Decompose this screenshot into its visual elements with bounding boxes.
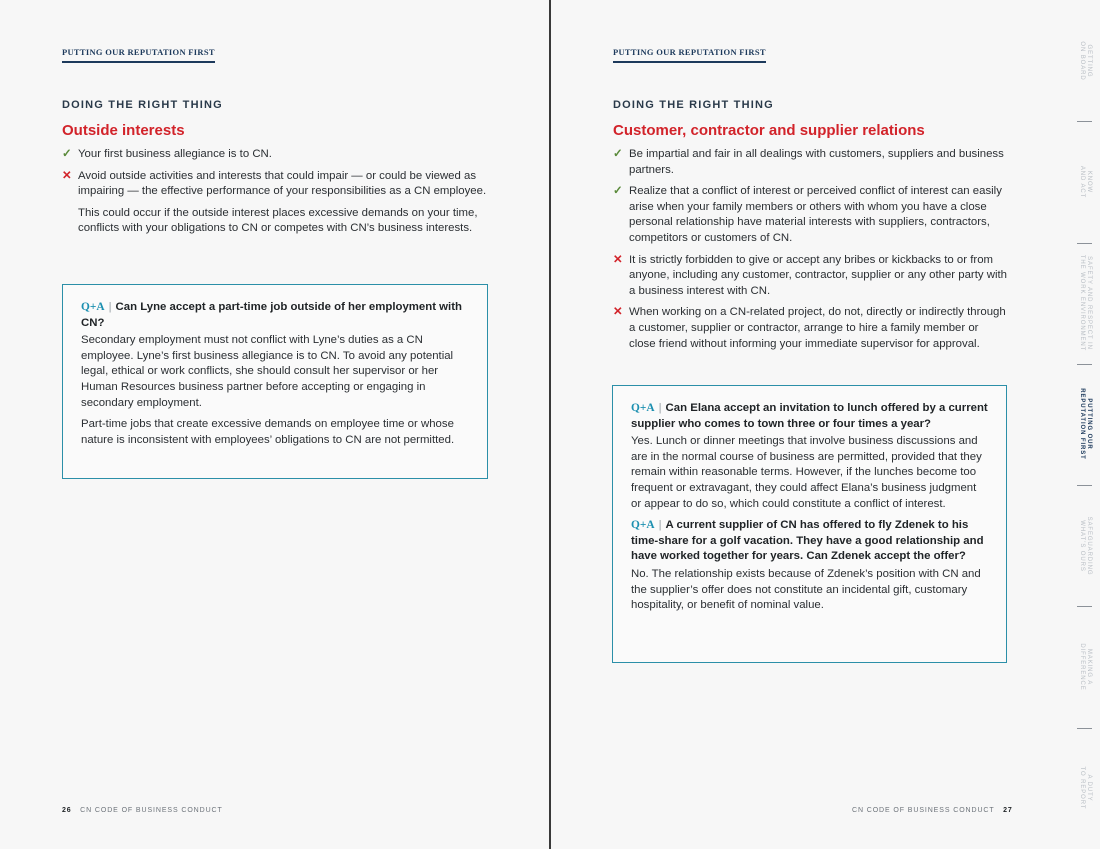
- page-footer: [62, 807, 223, 814]
- item-text: Avoid outside activities and interests that could impair — or could be viewed as impairing — the effective performance of your responsibilities as a CN employee.: [78, 169, 487, 198]
- list-item: [62, 169, 492, 237]
- section-heading: Customer, contractor and supplier relations: [613, 122, 925, 139]
- page-number: 27: [1003, 807, 1013, 814]
- list-item: [613, 305, 1008, 352]
- cross-icon: ✕: [62, 169, 72, 182]
- qa-answer: Part-time jobs that create excessive demands on employee time or whose nature is inconsistent with employees’ obligations to CN are not permitted.: [81, 418, 455, 446]
- qa-question: [631, 518, 988, 565]
- item-text: Your first business allegiance is to CN.: [78, 148, 272, 160]
- section-heading: Outside interests: [62, 122, 185, 139]
- item-text: Be impartial and fair in all dealings with customers, suppliers and business partners.: [629, 148, 1004, 176]
- running-head: PUTTING OUR REPUTATION FIRST: [613, 47, 766, 63]
- chapter-tab-label: SAFETY AND RESPECT IN THE WORK ENVIRONMENT: [1078, 255, 1092, 352]
- chapter-tab[interactable]: [1069, 121, 1100, 242]
- chapter-tab[interactable]: [1069, 243, 1100, 364]
- qa-box: [612, 385, 1007, 663]
- section-label: DOING THE RIGHT THING: [62, 99, 223, 111]
- chapter-tab[interactable]: [1069, 606, 1100, 727]
- chapter-tab-label: SAFEGUARDING WHAT’S OURS: [1078, 516, 1092, 576]
- chapter-tab-label: PUTTING OUR REPUTATION FIRST: [1078, 388, 1092, 461]
- qa-tag: Q+A: [631, 402, 655, 414]
- guideline-list: [613, 147, 1008, 358]
- qa-box: [62, 284, 488, 479]
- qa-answer: Secondary employment must not conflict with Lyne’s duties as a CN employee. Lyne’s first business allegiance is to CN. To avoid any potential legal, ethical or work conflicts, she should consult her supervisor or her Human Resources business partner before accepting or engaging in secondary employment.: [81, 334, 454, 409]
- chapter-tab[interactable]: [1069, 728, 1100, 849]
- question-text: A current supplier of CN has offered to fly Zdenek to his time-share for a golf vacation. They have a good relationship and have worked together for years. Can Zdenek accept the offer?: [631, 519, 984, 563]
- qa-separator: |: [108, 301, 112, 313]
- qa-answer: No. The relationship exists because of Zdenek’s position with CN and the supplier’s offer does not constitute an incidental gift, customary hospitality, or benefit of nominal value.: [631, 567, 981, 612]
- chapter-tabs: [1069, 0, 1100, 849]
- item-text: It is strictly forbidden to give or accept any bribes or kickbacks to or from anyone, including any customer, contractor, supplier or any other party with a business interest with CN.: [629, 253, 1007, 297]
- footer-text: CN CODE OF BUSINESS CONDUCT: [852, 807, 995, 814]
- footer-text: CN CODE OF BUSINESS CONDUCT: [80, 807, 223, 814]
- page-number: 26: [62, 807, 72, 814]
- qa-tag: Q+A: [631, 519, 655, 532]
- chapter-tab-label: KNOW AND ACT: [1078, 165, 1092, 199]
- chapter-tab[interactable]: [1069, 364, 1100, 485]
- chapter-tab-label: GETTING ON BOARD: [1078, 41, 1092, 81]
- qa-question: [81, 300, 469, 331]
- qa-separator: |: [658, 402, 662, 414]
- running-head: PUTTING OUR REPUTATION FIRST: [62, 47, 215, 63]
- qa-question: [631, 401, 988, 432]
- item-note: This could occur if the outside interest places excessive demands on your time, conflicts with your obligations to CN or competes with CN’s business interests.: [78, 206, 478, 235]
- item-text: Realize that a conflict of interest or perceived conflict of interest can easily arise when your family members or others with whom you have a close personal relationship have material interests with suppliers, contractors, competitors or customers of CN.: [629, 185, 1002, 244]
- check-icon: ✓: [62, 148, 72, 160]
- question-text: Can Elana accept an invitation to lunch offered by a current supplier who comes to town three or four times a year?: [631, 402, 988, 430]
- qa-separator: |: [658, 519, 662, 532]
- chapter-tab[interactable]: [1069, 0, 1100, 121]
- right-page: [551, 0, 1069, 849]
- chapter-tab[interactable]: [1069, 485, 1100, 606]
- page-footer: [852, 807, 1013, 814]
- list-item: [613, 147, 1008, 178]
- guideline-list: [62, 147, 492, 243]
- cross-icon: ✕: [613, 306, 623, 319]
- list-item: [613, 253, 1008, 300]
- section-label: DOING THE RIGHT THING: [613, 99, 774, 111]
- qa-tag: Q+A: [81, 301, 105, 313]
- chapter-tab-label: A DUTY TO REPORT: [1078, 766, 1092, 810]
- list-item: [62, 147, 492, 163]
- list-item: [613, 184, 1008, 246]
- check-icon: ✓: [613, 185, 623, 198]
- cross-icon: ✕: [613, 253, 623, 266]
- check-icon: ✓: [613, 148, 623, 160]
- chapter-tab-label: MAKING A DIFFERENCE: [1078, 643, 1092, 691]
- question-text: Can Lyne accept a part-time job outside of her employment with CN?: [81, 301, 462, 329]
- qa-answer: Yes. Lunch or dinner meetings that involve business discussions and are in the normal course of business are permitted, provided that they remain within reasonable terms. However, if the lunches become too frequent or extravagant, they could affect Elana’s business judgment or appear to do so, which could constitute a conflict of interest.: [631, 435, 982, 510]
- item-text: When working on a CN-related project, do not, directly or indirectly through a customer, supplier or contractor, arrange to hire a family member or close friend without informing your immediate supervisor for approval.: [629, 306, 1006, 350]
